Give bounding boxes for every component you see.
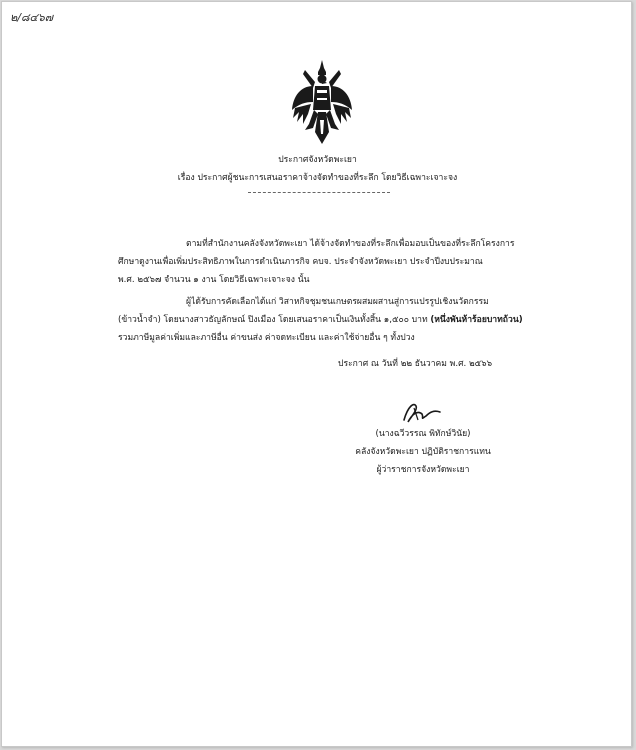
paragraph-1-line-3: พ.ศ. ๒๕๖๗ จำนวน ๑ งาน โดยวิธีเฉพาะเจาะจง นั้น [118, 275, 310, 285]
announce-date: ประกาศ ณ วันที่ ๒๒ ธันวาคม พ.ศ. ๒๕๖๖ [338, 359, 493, 369]
paragraph-2-line-2 [118, 316, 523, 325]
garuda-emblem-icon [291, 58, 353, 148]
signature-icon [396, 400, 444, 426]
price-in-words: (หนึ่งพันห้าร้อยบาทถ้วน) [430, 315, 523, 325]
paragraph-2-line-1: ผู้ได้รับการคัดเลือกได้แก่ วิสาหกิจชุมชนเกษตรผสมผสานสู่การแปรรูปเชิงนวัตกรรม [186, 297, 489, 307]
signer-name: (นางฉวีวรรณ พิทักษ์วินัย) [375, 429, 471, 439]
paragraph-1-line-1: ตามที่สำนักงานคลังจังหวัดพะเยา ได้จ้างจัดทำของที่ระลึกเพื่อมอบเป็นของที่ระลึกโครงการ [186, 239, 515, 249]
divider [248, 192, 390, 193]
signer-position-2: ผู้ว่าราชการจังหวัดพะเยา [376, 465, 470, 475]
paragraph-2-line-3: รวมภาษีมูลค่าเพิ่มและภาษีอื่น ค่าขนส่ง ค่าจดทะเบียน และค่าใช้จ่ายอื่น ๆ ทั้งปวง [118, 333, 415, 343]
announcement-subject: เรื่อง ประกาศผู้ชนะการเสนอราคาจ้างจัดทำของที่ระลึก โดยวิธีเฉพาะเจาะจง [177, 173, 458, 183]
winner-price-text: (ข้าวน้ำจำ) โดยนางสาวธัญลักษณ์ ปิงเมือง โดยเสนอราคาเป็นเงินทั้งสิ้น ๑,๕๐๐ บาท [118, 315, 431, 325]
doc-number: ๒/๘๔๖๗ [10, 11, 54, 24]
paragraph-1-line-2: ศึกษาดูงานเพื่อเพิ่มประสิทธิภาพในการดำเนินภารกิจ คบจ. ประจำจังหวัดพะเยา ประจำปีงบประมาณ [118, 257, 483, 267]
announcement-heading: ประกาศจังหวัดพะเยา [278, 155, 357, 165]
document-page [1, 1, 632, 747]
signer-position-1: คลังจังหวัดพะเยา ปฏิบัติราชการแทน [355, 447, 491, 457]
